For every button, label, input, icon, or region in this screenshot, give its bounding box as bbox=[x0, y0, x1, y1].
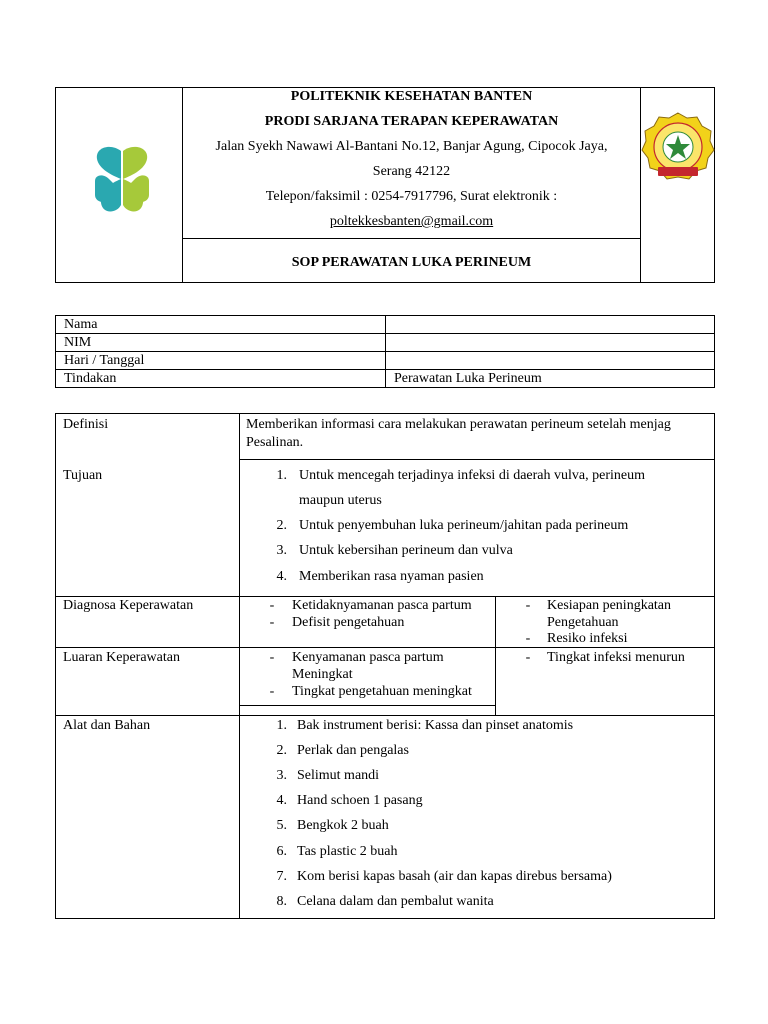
alat-item-number: 3. bbox=[276, 768, 287, 783]
alat-item-number: 5. bbox=[276, 818, 287, 833]
row-divider bbox=[55, 715, 715, 716]
diagnosa-right-item-1b: Pengetahuan bbox=[547, 615, 619, 630]
sub-row-divider bbox=[239, 705, 495, 706]
identity-value-nama[interactable] bbox=[386, 316, 715, 334]
bullet-dash: - bbox=[269, 615, 275, 630]
header-separator bbox=[183, 238, 640, 239]
diagnosa-right-item-2: Resiko infeksi bbox=[547, 631, 628, 646]
alat-item-number: 7. bbox=[276, 869, 287, 884]
alat-item-number: 6. bbox=[276, 844, 287, 859]
bullet-dash: - bbox=[525, 598, 531, 613]
definisi-text-line-1: Memberikan informasi cara melakukan perawatan perineum setelah menjag bbox=[246, 417, 671, 432]
logo-cell-right bbox=[640, 87, 715, 283]
tujuan-label: Tujuan bbox=[63, 468, 103, 483]
definisi-label: Definisi bbox=[63, 417, 109, 432]
alat-item-8: Celana dalam dan pembalut wanita bbox=[297, 894, 494, 909]
tujuan-item-4: Memberikan rasa nyaman pasien bbox=[299, 569, 484, 584]
alat-item-number: 2. bbox=[276, 743, 287, 758]
alat-item-3: Selimut mandi bbox=[297, 768, 380, 783]
alat-item-number: 8. bbox=[276, 894, 287, 909]
tujuan-item-number: 1. bbox=[276, 468, 287, 483]
identity-value-date[interactable] bbox=[386, 352, 715, 370]
address-line-1: Jalan Syekh Nawawi Al-Bantani No.12, Banjar Agung, Cipocok Jaya, bbox=[215, 139, 608, 154]
identity-label-date: Hari / Tanggal bbox=[56, 352, 386, 370]
alat-item-2: Perlak dan pengalas bbox=[297, 743, 409, 758]
identity-value-action: Perawatan Luka Perineum bbox=[386, 370, 715, 388]
bullet-dash: - bbox=[269, 598, 275, 613]
diagnosa-left-item-2: Defisit pengetahuan bbox=[292, 615, 405, 630]
diagnosa-right-item-1a: Kesiapan peningkatan bbox=[547, 598, 672, 613]
tujuan-item-number: 3. bbox=[276, 543, 287, 558]
alat-item-number: 4. bbox=[276, 793, 287, 808]
kemenkes-logo-icon bbox=[55, 87, 183, 283]
luaran-right-item-1: Tingkat infeksi menurun bbox=[547, 650, 685, 665]
contact-line: Telepon/faksimil : 0254-7917796, Surat elektronik : bbox=[265, 189, 558, 204]
alat-item-number: 1. bbox=[276, 718, 287, 733]
luaran-left-item-1b: Meningkat bbox=[292, 667, 353, 682]
sop-title: SOP PERAWATAN LUKA PERINEUM bbox=[291, 255, 532, 270]
tujuan-item-number: 4. bbox=[276, 569, 287, 584]
tujuan-item-3: Untuk kebersihan perineum dan vulva bbox=[299, 543, 513, 558]
identity-table bbox=[55, 315, 715, 388]
sub-column-divider bbox=[495, 596, 496, 715]
identity-label-nama: Nama bbox=[56, 316, 386, 334]
row-divider bbox=[55, 596, 715, 597]
alat-item-1: Bak instrument berisi: Kassa dan pinset anatomis bbox=[297, 718, 574, 733]
tujuan-item-number: 2. bbox=[276, 518, 287, 533]
email-link[interactable]: poltekkesbanten@gmail.com bbox=[329, 214, 494, 229]
table-row bbox=[56, 334, 715, 352]
luaran-left-item-1a: Kenyamanan pasca partum bbox=[292, 650, 444, 665]
tujuan-item-2: Untuk penyembuhan luka perineum/jahitan pada perineum bbox=[299, 518, 629, 533]
alat-item-7: Kom berisi kapas basah (air dan kapas direbus bersama) bbox=[297, 869, 612, 884]
diagnosa-label: Diagnosa Keperawatan bbox=[63, 598, 194, 613]
alat-item-4: Hand schoen 1 pasang bbox=[297, 793, 423, 808]
identity-label-nim: NIM bbox=[56, 334, 386, 352]
identity-label-action: Tindakan bbox=[56, 370, 386, 388]
bullet-dash: - bbox=[525, 650, 531, 665]
diagnosa-left-item-1: Ketidaknyamanan pasca partum bbox=[292, 598, 472, 613]
institution-name: POLITEKNIK KESEHATAN BANTEN bbox=[290, 89, 533, 104]
row-divider bbox=[55, 647, 715, 648]
alat-item-5: Bengkok 2 buah bbox=[297, 818, 389, 833]
luaran-label: Luaran Keperawatan bbox=[63, 650, 180, 665]
label-column-divider bbox=[239, 413, 240, 919]
identity-value-nim[interactable] bbox=[386, 334, 715, 352]
alat-label: Alat dan Bahan bbox=[63, 718, 151, 733]
tujuan-item-1-line-1: Untuk mencegah terjadinya infeksi di daerah vulva, perineum bbox=[299, 468, 645, 483]
luaran-left-item-2: Tingkat pengetahuan meningkat bbox=[292, 684, 472, 699]
logo-cell-left bbox=[55, 87, 183, 283]
table-row bbox=[56, 316, 715, 334]
poltekkes-banten-seal-icon bbox=[641, 87, 716, 283]
table-row bbox=[56, 370, 715, 388]
bullet-dash: - bbox=[269, 684, 275, 699]
definisi-text-line-2: Pesalinan. bbox=[246, 435, 304, 450]
address-line-2: Serang 42122 bbox=[372, 164, 451, 179]
bullet-dash: - bbox=[525, 631, 531, 646]
definisi-divider bbox=[239, 459, 715, 460]
table-row bbox=[56, 352, 715, 370]
alat-item-6: Tas plastic 2 buah bbox=[297, 844, 398, 859]
tujuan-item-1-line-2: maupun uterus bbox=[299, 493, 382, 508]
program-name: PRODI SARJANA TERAPAN KEPERAWATAN bbox=[264, 114, 559, 129]
bullet-dash: - bbox=[269, 650, 275, 665]
